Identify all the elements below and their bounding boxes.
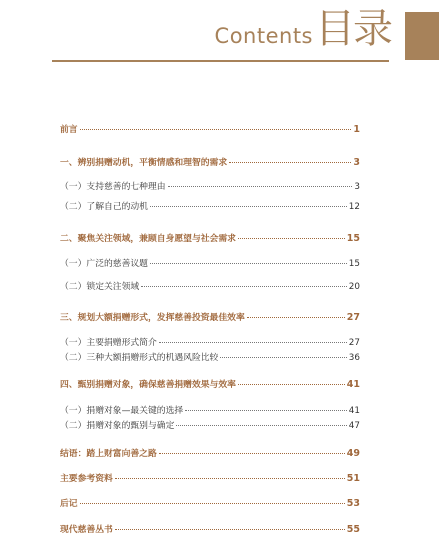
page-header — [215, 6, 391, 52]
toc-entry[interactable] — [60, 522, 360, 535]
toc-entry-page: 41 — [348, 406, 360, 416]
title-english: Contents — [214, 24, 313, 48]
toc-entry[interactable] — [60, 122, 360, 135]
toc-entry-label: （二）捐赠对象的甄别与确定 — [60, 421, 175, 431]
toc-entry[interactable] — [60, 377, 360, 390]
toc-entry[interactable] — [60, 496, 360, 509]
corner-accent-block — [405, 12, 439, 60]
dot-leader — [115, 529, 345, 530]
toc-entry-page: 15 — [346, 233, 360, 244]
dot-leader — [238, 384, 345, 385]
dot-leader — [229, 162, 351, 163]
toc-entry[interactable] — [60, 403, 360, 416]
toc-entry-page: 55 — [346, 524, 360, 535]
toc-entry-page: 12 — [348, 202, 360, 212]
toc-entry[interactable] — [60, 335, 360, 348]
toc-entry-label: 三、规划大额捐赠形式，发挥慈善投资最佳效率 — [60, 313, 245, 323]
dot-leader — [159, 453, 345, 454]
toc-entry[interactable] — [60, 155, 360, 168]
title-chinese: 目录 — [315, 6, 391, 52]
dot-leader — [80, 503, 345, 504]
toc-entry-label: 一、辨别捐赠动机，平衡情感和理智的需求 — [60, 158, 228, 168]
header-rule — [52, 60, 389, 62]
toc-entry-label: 二、聚焦关注领域，兼顾自身愿望与社会需求 — [60, 234, 236, 244]
toc-entry-page: 36 — [348, 353, 360, 363]
toc-entry-label: （一）广泛的慈善议题 — [60, 259, 148, 269]
toc-entry-label: （一）主要捐赠形式简介 — [60, 338, 157, 348]
dot-leader — [238, 238, 345, 239]
dot-leader — [80, 129, 352, 130]
toc-entry-label: 四、甄别捐赠对象，确保慈善捐赠效果与效率 — [60, 380, 236, 390]
dot-leader — [115, 478, 345, 479]
toc-entry[interactable] — [60, 471, 360, 484]
toc-entry-page: 3 — [353, 157, 360, 168]
toc-entry[interactable] — [60, 418, 360, 431]
toc-entry[interactable] — [60, 279, 360, 292]
toc-entry-page: 1 — [353, 124, 360, 135]
toc-entry[interactable] — [60, 350, 360, 363]
toc-entry-label: 前言 — [60, 125, 78, 135]
dot-leader — [185, 410, 347, 411]
toc-entry[interactable] — [60, 231, 360, 244]
toc-entry[interactable] — [60, 256, 360, 269]
dot-leader — [150, 206, 347, 207]
toc-entry[interactable] — [60, 199, 360, 212]
dot-leader — [220, 357, 346, 358]
toc-entry-page: 20 — [348, 282, 360, 292]
toc-entry-label: 现代慈善丛书 — [60, 525, 113, 535]
toc-entry-label: 主要参考资料 — [60, 474, 113, 484]
dot-leader — [150, 263, 347, 264]
toc-entry-page: 41 — [346, 379, 360, 390]
dot-leader — [168, 186, 353, 187]
toc-entry[interactable] — [60, 446, 360, 459]
toc-entry-page: 49 — [346, 448, 360, 459]
toc-entry-label: （二）三种大额捐赠形式的机遇风险比较 — [60, 353, 219, 363]
toc-entry-label: 后记 — [60, 499, 78, 509]
toc-entry-page: 15 — [348, 259, 360, 269]
toc-entry-label: （一）支持慈善的七种理由 — [60, 182, 166, 192]
toc-entry-page: 51 — [346, 473, 360, 484]
toc-entry-page: 53 — [346, 498, 360, 509]
toc-entry-page: 47 — [348, 421, 360, 431]
toc-entry[interactable] — [60, 310, 360, 323]
toc-entry[interactable] — [60, 179, 360, 192]
toc-entry-label: （二）锁定关注领域 — [60, 282, 140, 292]
dot-leader — [247, 317, 345, 318]
toc-entry-page: 27 — [348, 338, 360, 348]
toc-entry-page: 27 — [346, 312, 360, 323]
toc-entry-label: 结语：踏上财富向善之路 — [60, 449, 157, 459]
dot-leader — [159, 342, 347, 343]
dot-leader — [141, 286, 347, 287]
toc-entry-label: （二）了解自己的动机 — [60, 202, 148, 212]
toc-entry-page: 3 — [354, 182, 360, 192]
dot-leader — [176, 425, 346, 426]
toc-entry-label: （一）捐赠对象—最关键的选择 — [60, 406, 184, 416]
